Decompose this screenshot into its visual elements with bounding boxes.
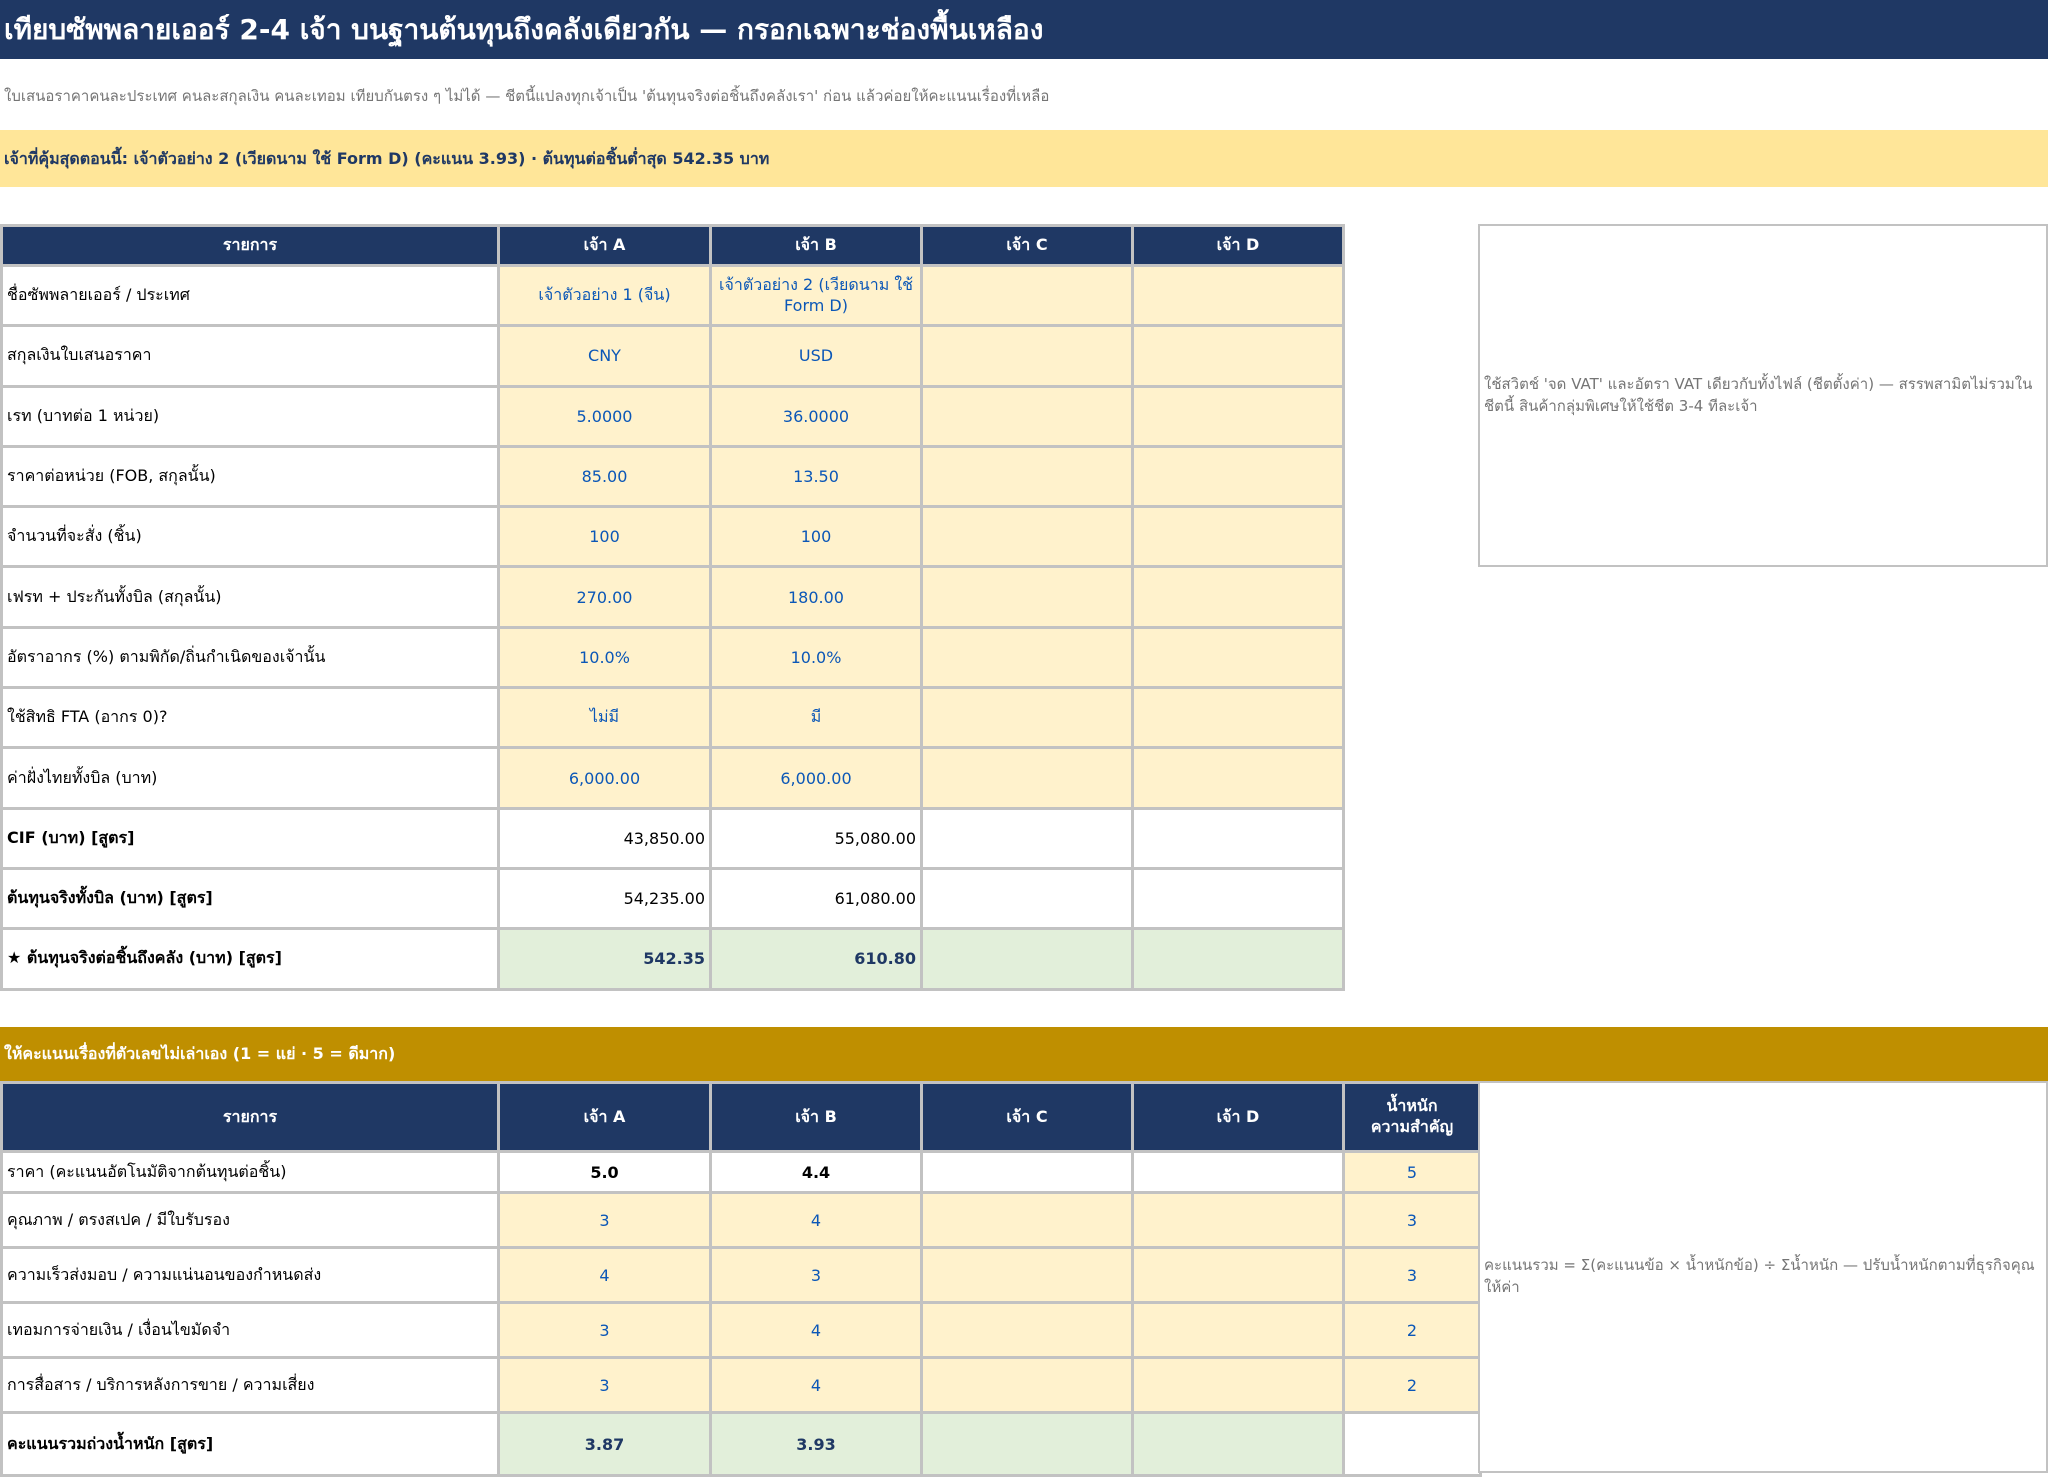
table-row	[2, 1358, 1481, 1413]
input-cell[interactable]	[1133, 446, 1344, 506]
input-cell[interactable]: USD	[711, 326, 922, 386]
table-row	[2, 507, 1344, 567]
weighted-score-total-row	[2, 1413, 1481, 1476]
total-score-cell	[1133, 1413, 1344, 1476]
score-table-header-row	[2, 1083, 1481, 1152]
input-cell[interactable]	[1133, 266, 1344, 326]
total-cell: 542.35	[499, 929, 711, 989]
auto-score-cell: 4.4	[711, 1152, 922, 1193]
input-cell[interactable]: 36.0000	[711, 386, 922, 446]
total-cell	[1133, 929, 1344, 989]
input-cell[interactable]	[922, 326, 1133, 386]
column-header-supplier-d: เจ้า D	[1133, 1083, 1344, 1152]
auto-score-cell: 5.0	[499, 1152, 711, 1193]
row-label: จำนวนที่จะสั่ง (ชิ้น)	[2, 507, 499, 567]
row-label: CIF (บาท) [สูตร]	[2, 808, 499, 868]
input-cell[interactable]	[1133, 748, 1344, 808]
table-row	[2, 688, 1344, 748]
best-supplier-banner: เจ้าที่คุ้มสุดตอนนี้: เจ้าตัวอย่าง 2 (เวียดนาม ใช้ Form D) (คะแนน 3.93) · ต้นทุนต่อชิ้นต่ำสุด 542.35 บาท	[0, 130, 2048, 187]
total-score-cell: 3.87	[499, 1413, 711, 1476]
input-cell[interactable]	[922, 567, 1133, 627]
formula-row	[2, 868, 1344, 928]
table-row	[2, 326, 1344, 386]
input-cell[interactable]	[922, 627, 1133, 687]
table-row	[2, 1303, 1481, 1358]
column-header-supplier-d: เจ้า D	[1133, 226, 1344, 266]
weight-header-line2: ความสำคัญ	[1370, 1117, 1454, 1136]
column-header-supplier-b: เจ้า B	[711, 226, 922, 266]
input-cell[interactable]: เจ้าตัวอย่าง 1 (จีน)	[499, 266, 711, 326]
table-row	[2, 386, 1344, 446]
score-input-cell[interactable]: 4	[711, 1358, 922, 1413]
formula-cell: 43,850.00	[499, 808, 711, 868]
input-cell[interactable]: CNY	[499, 326, 711, 386]
input-cell[interactable]: 6,000.00	[499, 748, 711, 808]
weight-cell[interactable]: 2	[1344, 1303, 1481, 1358]
input-cell[interactable]	[1133, 326, 1344, 386]
formula-cell	[1133, 808, 1344, 868]
input-cell[interactable]: 180.00	[711, 567, 922, 627]
score-section-banner: ให้คะแนนเรื่องที่ตัวเลขไม่เล่าเอง (1 = แย่ · 5 = ดีมาก)	[0, 1027, 2048, 1081]
column-header-item: รายการ	[2, 226, 499, 266]
score-input-cell[interactable]: 4	[711, 1303, 922, 1358]
auto-score-row	[2, 1152, 1481, 1193]
row-label: คะแนนรวมถ่วงน้ำหนัก [สูตร]	[2, 1413, 499, 1476]
input-cell[interactable]: เจ้าตัวอย่าง 2 (เวียดนาม ใช้ Form D)	[711, 266, 922, 326]
cost-comparison-table	[0, 224, 1345, 991]
input-cell[interactable]	[922, 266, 1133, 326]
column-header-supplier-b: เจ้า B	[711, 1083, 922, 1152]
unit-cost-total-row	[2, 929, 1344, 989]
score-input-cell[interactable]	[922, 1248, 1133, 1303]
fta-dropdown-cell[interactable]: ไม่มี	[499, 688, 711, 748]
score-input-cell[interactable]: 3	[499, 1358, 711, 1413]
total-score-cell	[922, 1413, 1133, 1476]
row-label: สกุลเงินใบเสนอราคา	[2, 326, 499, 386]
input-cell[interactable]: 5.0000	[499, 386, 711, 446]
row-label: ★ ต้นทุนจริงต่อชิ้นถึงคลัง (บาท) [สูตร]	[2, 929, 499, 989]
input-cell[interactable]	[1133, 627, 1344, 687]
input-cell[interactable]	[1133, 386, 1344, 446]
input-cell[interactable]: 100	[711, 507, 922, 567]
column-header-supplier-c: เจ้า C	[922, 226, 1133, 266]
score-input-cell[interactable]: 3	[499, 1303, 711, 1358]
row-label: อัตราอากร (%) ตามพิกัด/ถิ่นกำเนิดของเจ้านั้น	[2, 627, 499, 687]
page-subtitle: ใบเสนอราคาคนละประเทศ คนละสกุลเงิน คนละเทอม เทียบกันตรง ๆ ไม่ได้ — ชีตนี้แปลงทุกเจ้าเป็น 'ต้นทุนจริงต่อชิ้นถึงคลังเรา' ก่อน แล้วค่อยให้คะแนนเรื่องที่เหลือ	[4, 87, 1050, 105]
input-cell[interactable]	[1133, 507, 1344, 567]
table-row	[2, 627, 1344, 687]
column-header-supplier-a: เจ้า A	[499, 226, 711, 266]
weight-cell[interactable]: 5	[1344, 1152, 1481, 1193]
fta-dropdown-cell[interactable]: มี	[711, 688, 922, 748]
formula-cell: 55,080.00	[711, 808, 922, 868]
total-cell	[922, 929, 1133, 989]
row-label: เฟรท + ประกันทั้งบิล (สกุลนั้น)	[2, 567, 499, 627]
input-cell[interactable]: 6,000.00	[711, 748, 922, 808]
fta-dropdown-cell[interactable]	[922, 688, 1133, 748]
input-cell[interactable]	[922, 446, 1133, 506]
input-cell[interactable]	[922, 748, 1133, 808]
row-label: ราคาต่อหน่วย (FOB, สกุลนั้น)	[2, 446, 499, 506]
score-note-box	[1478, 1081, 2048, 1473]
score-input-cell[interactable]: 3	[499, 1193, 711, 1248]
total-cell: 610.80	[711, 929, 922, 989]
table-row	[2, 266, 1344, 326]
auto-score-cell	[922, 1152, 1133, 1193]
formula-cell	[1133, 868, 1344, 928]
total-score-cell: 3.93	[711, 1413, 922, 1476]
column-header-item: รายการ	[2, 1083, 499, 1152]
row-label: ชื่อซัพพลายเออร์ / ประเทศ	[2, 266, 499, 326]
score-input-cell[interactable]: 4	[711, 1193, 922, 1248]
empty-cell	[1344, 1413, 1481, 1476]
table-row	[2, 748, 1344, 808]
column-header-weight	[1344, 1083, 1481, 1152]
score-input-cell[interactable]	[1133, 1358, 1344, 1413]
weight-header-line1: น้ำหนัก	[1386, 1096, 1438, 1116]
input-cell[interactable]	[922, 386, 1133, 446]
input-cell[interactable]: 270.00	[499, 567, 711, 627]
page-title: เทียบซัพพลายเออร์ 2-4 เจ้า บนฐานต้นทุนถึงคลังเดียวกัน — กรอกเฉพาะช่องพื้นเหลือง	[4, 13, 1044, 46]
score-input-cell[interactable]	[922, 1303, 1133, 1358]
row-label: เรท (บาทต่อ 1 หน่วย)	[2, 386, 499, 446]
input-cell[interactable]: 10.0%	[711, 627, 922, 687]
row-label: ต้นทุนจริงทั้งบิล (บาท) [สูตร]	[2, 868, 499, 928]
row-label: คุณภาพ / ตรงสเปค / มีใบรับรอง	[2, 1193, 499, 1248]
row-label: การสื่อสาร / บริการหลังการขาย / ความเสี่ยง	[2, 1358, 499, 1413]
row-label: ค่าฝั่งไทยทั้งบิล (บาท)	[2, 748, 499, 808]
input-cell[interactable]	[922, 507, 1133, 567]
column-header-supplier-a: เจ้า A	[499, 1083, 711, 1152]
score-input-cell[interactable]	[1133, 1303, 1344, 1358]
formula-cell	[922, 808, 1133, 868]
input-cell[interactable]: 10.0%	[499, 627, 711, 687]
row-label: ใช้สิทธิ FTA (อากร 0)?	[2, 688, 499, 748]
formula-cell: 54,235.00	[499, 868, 711, 928]
formula-row	[2, 808, 1344, 868]
fta-dropdown-cell[interactable]	[1133, 688, 1344, 748]
score-input-cell[interactable]	[922, 1193, 1133, 1248]
cost-table-header-row	[2, 226, 1344, 266]
cost-note-box	[1478, 224, 2048, 567]
weight-cell[interactable]: 2	[1344, 1358, 1481, 1413]
auto-score-cell	[1133, 1152, 1344, 1193]
table-row	[2, 446, 1344, 506]
score-input-cell[interactable]	[922, 1358, 1133, 1413]
score-note-text: คะแนนรวม = Σ(คะแนนข้อ × น้ำหนักข้อ) ÷ Σน้ำหนัก — ปรับน้ำหนักตามที่ธุรกิจคุณให้ค่า	[1484, 1256, 2035, 1296]
cost-note-text: ใช้สวิตช์ 'จด VAT' และอัตรา VAT เดียวกับทั้งไฟล์ (ชีตตั้งค่า) — สรรพสามิตไม่รวมในชีตนี้ สินค้ากลุ่มพิเศษให้ใช้ชีต 3-4 ทีละเจ้า	[1484, 374, 2033, 415]
input-cell[interactable]: 13.50	[711, 446, 922, 506]
row-label: ราคา (คะแนนอัตโนมัติจากต้นทุนต่อชิ้น)	[2, 1152, 499, 1193]
weight-cell[interactable]: 3	[1344, 1193, 1481, 1248]
table-row	[2, 1193, 1481, 1248]
weight-cell[interactable]: 3	[1344, 1248, 1481, 1303]
score-input-cell[interactable]: 3	[711, 1248, 922, 1303]
input-cell[interactable]	[1133, 567, 1344, 627]
score-input-cell[interactable]	[1133, 1248, 1344, 1303]
formula-cell: 61,080.00	[711, 868, 922, 928]
row-label: ความเร็วส่งมอบ / ความแน่นอนของกำหนดส่ง	[2, 1248, 499, 1303]
row-label: เทอมการจ่ายเงิน / เงื่อนไขมัดจำ	[2, 1303, 499, 1358]
score-input-cell[interactable]: 4	[499, 1248, 711, 1303]
column-header-supplier-c: เจ้า C	[922, 1083, 1133, 1152]
score-input-cell[interactable]	[1133, 1193, 1344, 1248]
formula-cell	[922, 868, 1133, 928]
table-row	[2, 567, 1344, 627]
input-cell[interactable]: 85.00	[499, 446, 711, 506]
input-cell[interactable]: 100	[499, 507, 711, 567]
score-table	[0, 1081, 1482, 1477]
table-row	[2, 1248, 1481, 1303]
